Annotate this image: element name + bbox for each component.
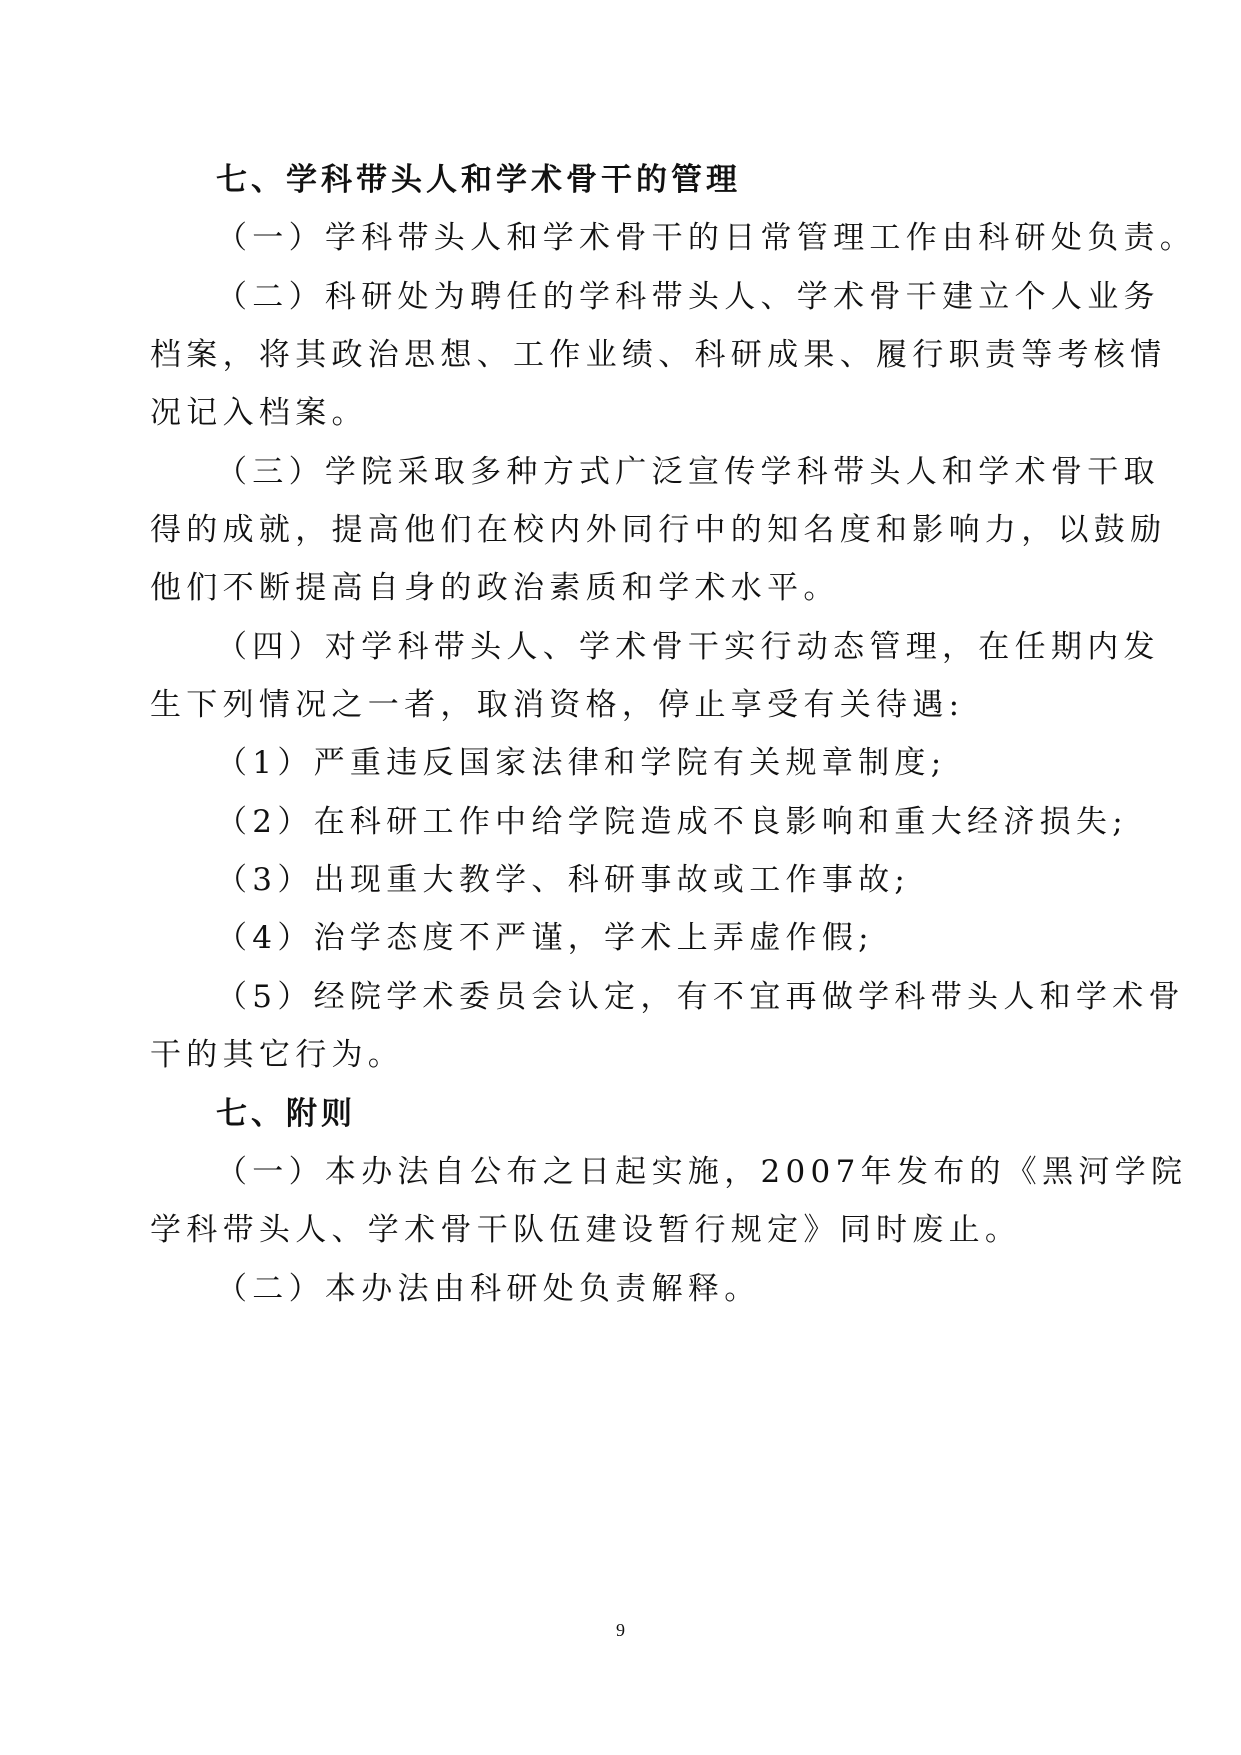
list-item-4: （4）治学态度不严谨，学术上弄虚作假;: [216, 920, 874, 956]
paragraph-1: （一）学科带头人和学术骨干的日常管理工作由科研处负责。: [216, 220, 1197, 256]
paragraph-3-line-3: 他们不断提高自身的政治素质和学术水平。: [150, 570, 840, 606]
list-item-2: （2）在科研工作中给学院造成不良影响和重大经济损失;: [216, 804, 1128, 840]
list-item-3: （3）出现重大教学、科研事故或工作事故;: [216, 862, 911, 898]
paragraph-2-line-1: （二）科研处为聘任的学科带头人、学术骨干建立个人业务: [216, 279, 1160, 315]
section-heading-management: 七、学科带头人和学术骨干的管理: [216, 162, 741, 198]
paragraph-4-line-2: 生下列情况之一者，取消资格，停止享受有关待遇:: [150, 687, 965, 723]
paragraph-2-line-2: 档案，将其政治思想、工作业绩、科研成果、履行职责等考核情: [150, 337, 1167, 373]
appendix-paragraph-1-line-2: 学科带头人、学术骨干队伍建设暂行规定》同时废止。: [150, 1212, 1022, 1248]
appendix-paragraph-2: （二）本办法由科研处负责解释。: [216, 1271, 761, 1307]
section-heading-appendix: 七、附则: [216, 1096, 356, 1132]
list-item-5-line-2: 干的其它行为。: [150, 1037, 405, 1073]
paragraph-3-line-1: （三）学院采取多种方式广泛宣传学科带头人和学术骨干取: [216, 454, 1160, 490]
list-item-5-line-1: （5）经院学术委员会认定，有不宜再做学科带头人和学术骨: [216, 979, 1185, 1015]
appendix-paragraph-1-line-1: （一）本办法自公布之日起实施，2007年发布的《黑河学院: [216, 1154, 1188, 1190]
page-number: 9: [616, 1620, 625, 1640]
list-item-1: （1）严重违反国家法律和学院有关规章制度;: [216, 745, 947, 781]
paragraph-4-line-1: （四）对学科带头人、学术骨干实行动态管理，在任期内发: [216, 629, 1160, 665]
paragraph-2-line-3: 况记入档案。: [150, 395, 368, 431]
paragraph-3-line-2: 得的成就，提高他们在校内外同行中的知名度和影响力，以鼓励: [150, 512, 1167, 548]
